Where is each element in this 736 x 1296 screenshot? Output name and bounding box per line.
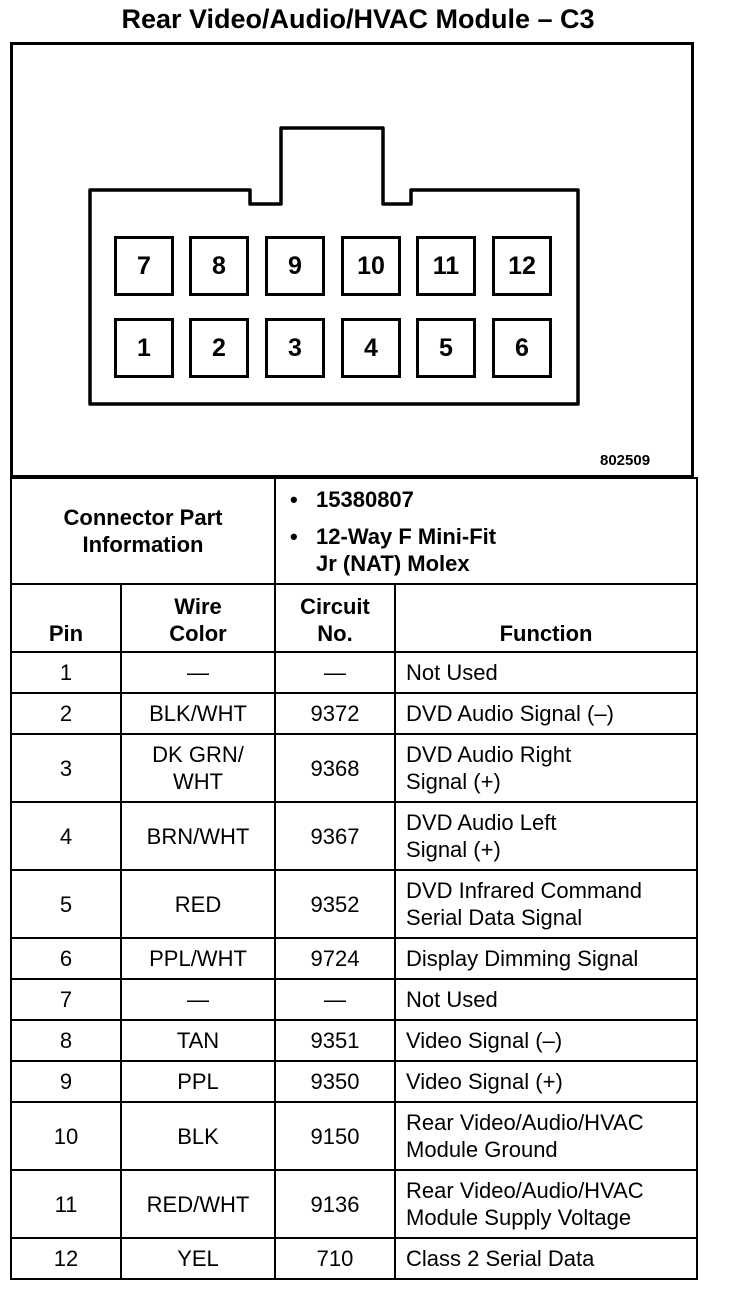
pin-cell xyxy=(11,938,121,979)
function-cell xyxy=(395,693,697,734)
header-wire-line: Color xyxy=(169,621,227,646)
function-cell-text: Not Used xyxy=(406,660,498,685)
wire-color-cell xyxy=(121,652,275,693)
wire-color-cell-text: RED xyxy=(174,891,222,917)
function-cell xyxy=(395,652,697,693)
circuit-cell xyxy=(275,1238,395,1279)
wire-color-cell-text: — xyxy=(187,987,209,1012)
circuit-cell-text: 9367 xyxy=(310,823,360,849)
wire-color-cell-text: PPL/WHT xyxy=(149,946,247,971)
pin-cell xyxy=(11,1102,121,1170)
wire-color-cell xyxy=(121,734,275,802)
pin-cell xyxy=(11,652,121,693)
wire-color-cell-text: YEL xyxy=(177,1246,219,1271)
table-row xyxy=(11,802,697,870)
table-row xyxy=(11,938,697,979)
table-row xyxy=(11,1170,697,1238)
circuit-cell xyxy=(275,652,395,693)
function-cell-text: Serial Data Signal xyxy=(406,905,583,930)
pin-cell-text: 10 xyxy=(53,1123,79,1149)
wire-color-cell xyxy=(121,1170,275,1238)
circuit-cell xyxy=(275,693,395,734)
table-row xyxy=(11,1020,697,1061)
header-function: Function xyxy=(395,584,697,652)
wire-color-cell xyxy=(121,870,275,938)
connector-type-cont: Jr (NAT) Molex xyxy=(316,550,470,576)
wire-color-cell xyxy=(121,1238,275,1279)
circuit-cell xyxy=(275,1020,395,1061)
part-info-values xyxy=(275,478,697,584)
function-cell-text: Rear Video/Audio/HVAC xyxy=(406,1178,644,1203)
wire-color-cell-text: BRN/WHT xyxy=(146,823,250,849)
function-cell-text: Not Used xyxy=(406,987,498,1012)
connector-pin: 2 xyxy=(189,318,249,378)
part-info-row xyxy=(11,478,697,584)
pin-cell-text: 3 xyxy=(59,755,73,781)
wire-color-cell-text: RED/WHT xyxy=(146,1191,250,1217)
connector-diagram-frame xyxy=(10,42,694,478)
circuit-cell-text: 9350 xyxy=(310,1069,360,1094)
table-row xyxy=(11,1061,697,1102)
circuit-cell-text: 9351 xyxy=(310,1028,360,1053)
function-cell xyxy=(395,1102,697,1170)
function-cell xyxy=(395,734,697,802)
connector-type: • 12-Way F Mini-Fit xyxy=(316,523,696,550)
pin-cell-text: 7 xyxy=(59,987,73,1012)
function-cell-text: DVD Audio Signal (–) xyxy=(406,701,614,726)
connector-pin: 1 xyxy=(114,318,174,378)
circuit-cell-text: 9372 xyxy=(310,701,360,726)
function-cell-text: Rear Video/Audio/HVAC xyxy=(406,1110,644,1135)
table-row xyxy=(11,734,697,802)
function-cell-text: Signal (+) xyxy=(406,837,501,862)
pin-cell-text: 2 xyxy=(59,701,73,726)
wire-color-cell xyxy=(121,1102,275,1170)
part-number: • 15380807 xyxy=(316,486,696,513)
table-row xyxy=(11,652,697,693)
connector-pin: 12 xyxy=(492,236,552,296)
function-cell xyxy=(395,1238,697,1279)
circuit-cell-text: — xyxy=(324,660,347,685)
connector-pin: 11 xyxy=(416,236,476,296)
table-row xyxy=(11,1238,697,1279)
circuit-cell xyxy=(275,1061,395,1102)
function-cell xyxy=(395,938,697,979)
circuit-cell xyxy=(275,734,395,802)
circuit-cell-text: 710 xyxy=(316,1246,354,1271)
header-wire-line: Wire xyxy=(174,594,222,619)
connector-pin: 4 xyxy=(341,318,401,378)
function-cell-text: Module Supply Voltage xyxy=(406,1205,632,1230)
pin-cell-text: 1 xyxy=(59,660,73,685)
function-cell-text: DVD Audio Left xyxy=(406,810,557,835)
wire-color-cell xyxy=(121,693,275,734)
pin-cell xyxy=(11,693,121,734)
function-cell-text: Video Signal (–) xyxy=(406,1028,563,1053)
header-circuit xyxy=(275,584,395,652)
connector-pin: 7 xyxy=(114,236,174,296)
pin-cell-text: 5 xyxy=(59,891,73,917)
table-row xyxy=(11,870,697,938)
function-cell xyxy=(395,1061,697,1102)
circuit-cell-text: 9136 xyxy=(310,1191,360,1217)
function-cell-text: Signal (+) xyxy=(406,769,501,794)
function-cell xyxy=(395,802,697,870)
header-circuit-line: No. xyxy=(317,621,353,646)
circuit-cell-text: 9368 xyxy=(310,755,360,781)
connector-pin: 10 xyxy=(341,236,401,296)
part-info-label xyxy=(11,478,275,584)
connector-pin: 8 xyxy=(189,236,249,296)
circuit-cell xyxy=(275,938,395,979)
pin-cell xyxy=(11,1020,121,1061)
header-circuit-line: Circuit xyxy=(300,594,370,619)
pin-cell xyxy=(11,1238,121,1279)
pin-cell xyxy=(11,1061,121,1102)
wire-color-cell xyxy=(121,1061,275,1102)
circuit-cell xyxy=(275,979,395,1020)
wire-color-cell xyxy=(121,979,275,1020)
pin-cell xyxy=(11,870,121,938)
wire-color-cell-text: DK GRN/ xyxy=(152,742,244,767)
function-cell xyxy=(395,1020,697,1061)
figure-code: 802509 xyxy=(600,452,651,469)
function-cell-text: DVD Audio Right xyxy=(406,742,572,767)
circuit-cell xyxy=(275,1170,395,1238)
circuit-cell xyxy=(275,1102,395,1170)
wire-color-cell xyxy=(121,802,275,870)
header-row xyxy=(11,584,697,652)
function-cell xyxy=(395,979,697,1020)
circuit-cell-text: 9724 xyxy=(310,946,360,971)
pin-cell xyxy=(11,734,121,802)
header-pin: Pin xyxy=(11,584,121,652)
function-cell xyxy=(395,870,697,938)
pin-cell-text: 4 xyxy=(59,823,73,849)
wire-color-cell-text: — xyxy=(187,660,209,685)
circuit-cell-text: — xyxy=(324,987,347,1012)
table-row xyxy=(11,693,697,734)
table-row xyxy=(11,1102,697,1170)
circuit-cell-text: 9150 xyxy=(310,1123,360,1149)
wire-color-cell xyxy=(121,938,275,979)
connector-pin: 3 xyxy=(265,318,325,378)
pinout-table xyxy=(10,477,698,1280)
connector-pin: 9 xyxy=(265,236,325,296)
part-info-label-line: Connector Part xyxy=(63,505,223,530)
wire-color-cell-text: TAN xyxy=(176,1028,220,1053)
function-cell-text: Video Signal (+) xyxy=(406,1069,563,1094)
function-cell xyxy=(395,1170,697,1238)
wire-color-cell-text: PPL xyxy=(177,1069,219,1094)
circuit-cell-text: 9352 xyxy=(310,891,360,917)
pin-cell-text: 9 xyxy=(59,1069,73,1094)
pin-cell-text: 11 xyxy=(54,1191,78,1217)
pin-cell-text: 6 xyxy=(59,946,73,971)
table-row xyxy=(11,979,697,1020)
page-title: Rear Video/Audio/HVAC Module – C3 xyxy=(121,4,595,34)
connector-pin: 5 xyxy=(416,318,476,378)
function-cell-text: Module Ground xyxy=(406,1137,558,1162)
pin-cell-text: 8 xyxy=(59,1028,73,1053)
wire-color-cell xyxy=(121,1020,275,1061)
pin-cell xyxy=(11,1170,121,1238)
pin-cell-text: 12 xyxy=(53,1246,79,1271)
pin-cell xyxy=(11,802,121,870)
pin-cell xyxy=(11,979,121,1020)
function-cell-text: DVD Infrared Command xyxy=(406,878,642,903)
circuit-cell xyxy=(275,870,395,938)
function-cell-text: Class 2 Serial Data xyxy=(406,1246,595,1271)
header-wire-color xyxy=(121,584,275,652)
wire-color-cell-text: BLK xyxy=(177,1123,219,1149)
circuit-cell xyxy=(275,802,395,870)
wire-color-cell-text: WHT xyxy=(172,769,224,794)
part-info-label-line: Information xyxy=(82,532,204,557)
connector-pin: 6 xyxy=(492,318,552,378)
wire-color-cell-text: BLK/WHT xyxy=(149,701,247,726)
function-cell-text: Display Dimming Signal xyxy=(406,946,639,971)
